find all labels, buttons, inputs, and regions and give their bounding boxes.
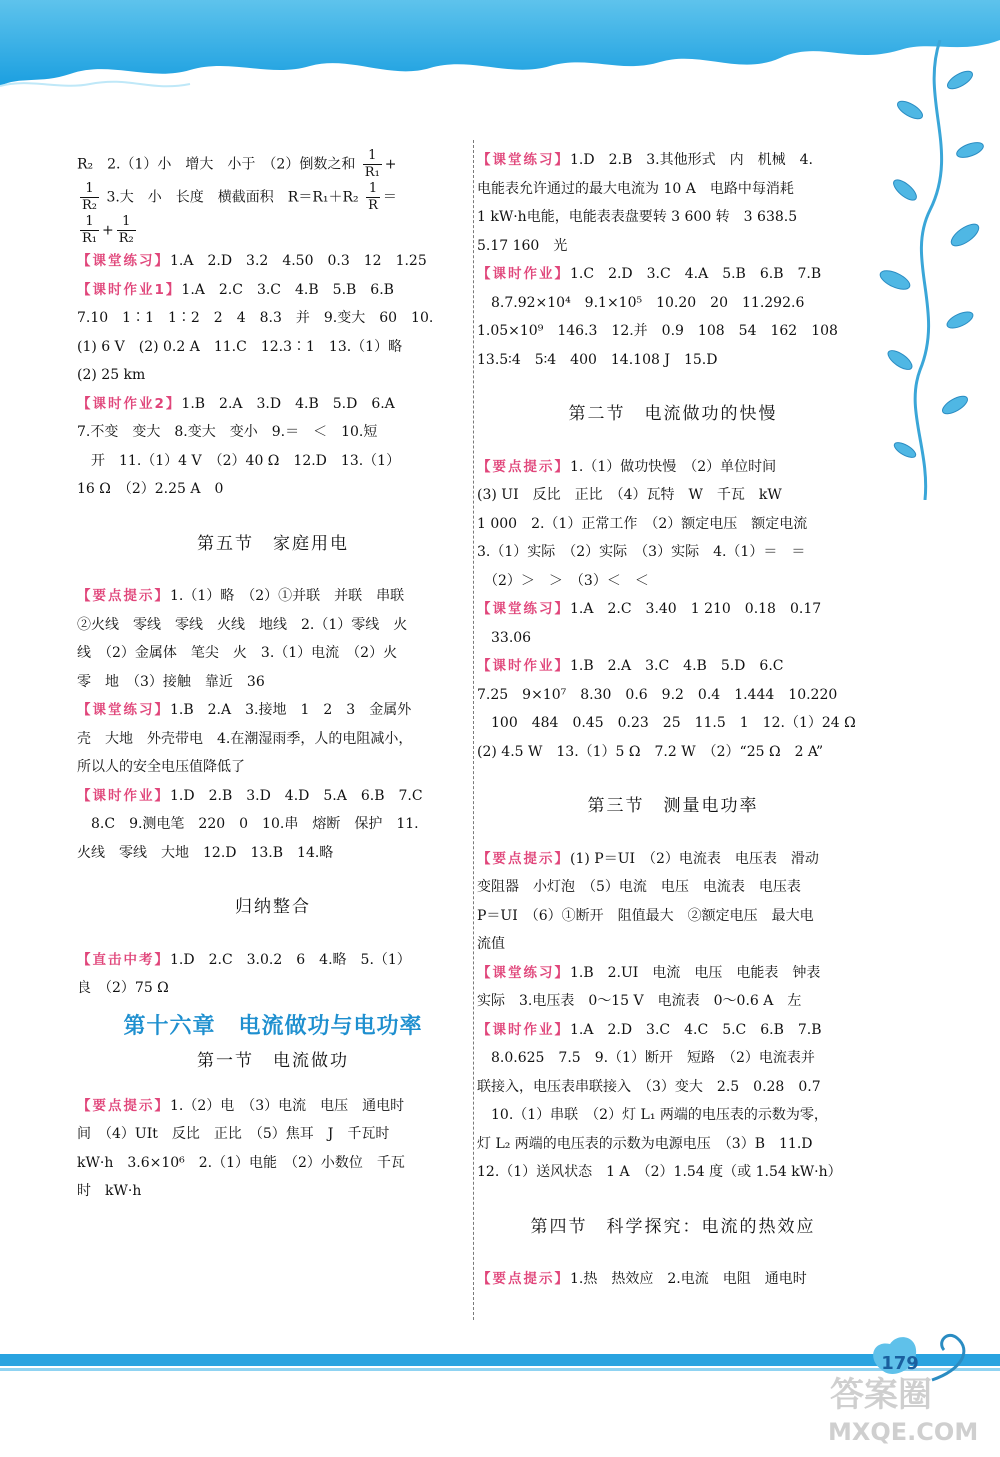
section-tag: 【直击中考】 [77, 951, 170, 968]
answer-text: 开 11.（1）4 V （2）40 Ω 12.D 13.（1） [77, 452, 401, 469]
section-title: 第一节 电流做功 [197, 1051, 349, 1071]
answer-text: 火线 零线 大地 12.D 13.B 14.略 [77, 844, 334, 861]
answer-line [77, 1177, 469, 1206]
answer-line [477, 1265, 869, 1294]
answer-text: 12.（1）送风状态 1 A （2）1.54 度（或 1.54 kW·h） [477, 1164, 842, 1180]
numerator: 1 [363, 148, 382, 165]
answer-line [77, 974, 469, 1003]
denominator: R₂ [118, 231, 134, 246]
answer-text: 1.B 2.A 3.C 4.B 5.D 6.C [570, 658, 784, 674]
answer-text: 1.B 2.A 3.接地 1 2 3 金属外 [170, 702, 412, 718]
answer-blocks [77, 1092, 469, 1206]
section-tag: 【课堂练习】 [77, 253, 170, 269]
page-number: 179 [881, 1352, 919, 1374]
answer-text: 1.05×10⁹ 146.3 12.并 0.9 108 54 162 108 [477, 323, 838, 339]
answer-line [77, 390, 469, 419]
formula-text: + [384, 156, 397, 173]
answer-line [477, 453, 869, 482]
answer-line [77, 447, 469, 476]
answer-text: 7.10 1∶1 1∶2 2 4 8.3 并 9.变大 60 10. [77, 310, 434, 326]
answer-text: 1 kW·h电能，电能表表盘要转 3 600 转 3 638.5 [477, 209, 798, 225]
answer-text: kW·h 3.6×10⁶ 2.（1）电能 （2）小数位 千瓦 [77, 1154, 405, 1171]
fraction [80, 181, 99, 214]
answer-line [77, 475, 469, 504]
section-title: 归纳整合 [235, 897, 311, 917]
answer-text: (2) 25 km [77, 367, 146, 383]
fraction [117, 214, 136, 247]
watermark-bottom: MXQE.COM [828, 1418, 979, 1446]
answer-text: 8.7.92×10⁴ 9.1×10⁵ 10.20 20 11.292.6 [477, 294, 805, 311]
numerator: 1 [80, 214, 99, 231]
formula-text: 3.大 小 长度 横截面积 R＝R₁＋R₂ [106, 189, 359, 206]
section-tag: 【课堂练习】 [77, 702, 170, 718]
answer-line [77, 611, 469, 640]
answer-text: (2) 4.5 W 13.（1）5 Ω 7.2 W （2）“25 Ω 2 A” [477, 743, 824, 760]
answer-blocks [77, 247, 469, 504]
formula-text: + [102, 222, 114, 239]
section-tag: 【要点提示】 [477, 458, 570, 475]
answer-line [477, 317, 869, 346]
answer-line [77, 696, 469, 725]
answer-text: 8.0.625 7.5 9.（1）断开 短路 （2）电流表并 [477, 1050, 815, 1066]
answer-line [477, 595, 869, 624]
answer-line [477, 987, 869, 1016]
chapter-title: 第十六章 电流做功与电功率 [123, 1013, 423, 1039]
answer-line [77, 418, 469, 447]
answer-line [77, 725, 469, 754]
section-tag: 【要点提示】 [77, 1097, 170, 1114]
answer-line [477, 652, 869, 681]
answer-line [477, 873, 869, 902]
answer-line [77, 1120, 469, 1149]
section-tag: 【课时作业】 [477, 658, 570, 674]
column-divider [473, 140, 474, 1320]
answer-line [477, 624, 869, 653]
answer-line [477, 1130, 869, 1159]
section-tag: 【课时作业2】 [77, 395, 182, 412]
answer-text: 7.不变 变大 8.变大 变小 9.＝ ＜ 10.短 [77, 424, 378, 440]
section-tag: 【课时作业】 [477, 1021, 570, 1038]
denominator: R₂ [82, 198, 97, 213]
answer-text: 变阻器 小灯泡 （5）电流 电压 电流表 电压表 [477, 879, 801, 895]
section-tag: 【要点提示】 [477, 1271, 570, 1287]
answer-text: 时 kW·h [77, 1183, 142, 1199]
section-tag: 【课堂练习】 [477, 601, 570, 617]
section-tag: 【要点提示】 [77, 588, 170, 604]
answer-line [77, 639, 469, 668]
answer-line [477, 930, 869, 959]
section-title: 第五节 家庭用电 [197, 533, 349, 554]
answer-line [77, 668, 469, 697]
answer-line [477, 1016, 869, 1045]
answer-line [477, 1044, 869, 1073]
answer-text: 13.5∶4 5∶4 400 14.108 J 15.D [477, 351, 718, 368]
numerator: 1 [366, 181, 380, 198]
numerator: 1 [117, 214, 136, 231]
answer-line [77, 333, 469, 362]
answer-line [77, 810, 469, 839]
section-tag: 【课时作业】 [77, 787, 170, 804]
answer-line [477, 681, 869, 710]
answer-text: 3.（1）实际 （2）实际 （3）实际 4.（1）＝ ＝ [477, 544, 806, 560]
answer-line [477, 902, 869, 931]
answer-line [77, 582, 469, 611]
answer-text: (1) 6 V (2) 0.2 A 11.C 12.3∶1 13.（1）略 [77, 338, 403, 355]
answer-text: 1.D 2.C 3.0.2 6 4.略 5.（1） [170, 951, 411, 968]
answer-text: 1.热 热效应 2.电流 电阻 通电时 [570, 1271, 807, 1287]
fraction [80, 214, 99, 247]
answer-blocks [77, 946, 469, 1003]
answer-text: 所以人的安全电压值降低了 [77, 759, 245, 775]
answer-text: 16 Ω （2）2.25 A 0 [77, 481, 224, 497]
answer-text: (3) UI 反比 正比 （4）瓦特 W 千瓦 kW [477, 487, 782, 503]
answer-line [477, 232, 869, 261]
right-column [477, 146, 869, 1294]
answer-line [477, 289, 869, 318]
denominator: R₁ [82, 231, 97, 246]
answer-text: （2）＞ ＞ （3）＜ ＜ [477, 572, 649, 589]
formula-line-2 [77, 181, 469, 214]
answer-line [77, 946, 469, 975]
answer-text: 1 000 2.（1）正常工作 （2）额定电压 额定电流 [477, 515, 808, 532]
answer-line [477, 567, 869, 596]
section-title: 第四节 科学探究：电流的热效应 [530, 1216, 816, 1237]
answer-text: 5.17 160 光 [477, 237, 568, 254]
answer-line [477, 959, 869, 988]
answer-line [477, 738, 869, 767]
answer-text: 1.A 2.C 3.C 4.B 5.B 6.B [181, 281, 394, 298]
answer-text: 100 484 0.45 0.23 25 11.5 1 12.（1）24 Ω [477, 715, 856, 731]
answer-text: 1.A 2.D 3.2 4.50 0.3 12 1.25 [170, 253, 427, 269]
answer-line [477, 538, 869, 567]
formula-line-3 [77, 214, 469, 247]
answer-text: 7.25 9×10⁷ 8.30 0.6 9.2 0.4 1.444 10.220 [477, 686, 838, 703]
answer-text: 1.C 2.D 3.C 4.A 5.B 6.B 7.B [570, 266, 822, 282]
answer-text: 1.D 2.B 3.D 4.D 5.A 6.B 7.C [170, 787, 423, 804]
answer-text: 1.B 2.A 3.D 4.B 5.D 6.A [181, 395, 395, 412]
answer-text: 1.A 2.C 3.40 1 210 0.18 0.17 [570, 601, 822, 617]
answer-text: 联接入，电压表串联接入 （3）变大 2.5 0.28 0.7 [477, 1078, 821, 1095]
answer-line [77, 839, 469, 868]
answer-blocks [477, 146, 869, 374]
answer-line [477, 146, 869, 175]
answer-text: 8.C 9.测电笔 220 0 10.串 熔断 保护 11. [77, 816, 419, 832]
answer-text: 1.（1）略 （2）①并联 并联 串联 [170, 588, 405, 604]
answer-line [477, 203, 869, 232]
answer-line [77, 247, 469, 276]
section-tag: 【课堂练习】 [477, 152, 570, 168]
answer-line [477, 845, 869, 874]
answer-text: ②火线 零线 零线 火线 地线 2.（1）零线 火 [77, 616, 408, 633]
section-tag: 【课时作业】 [477, 266, 570, 282]
answer-text: 1.（2）电 （3）电流 电压 通电时 [170, 1097, 405, 1114]
vine-decoration [850, 40, 1000, 500]
numerator: 1 [80, 181, 99, 198]
answer-blocks [77, 582, 469, 867]
answer-line [477, 1073, 869, 1102]
denominator: R₁ [364, 165, 380, 180]
formula-text: ＝ [382, 189, 397, 206]
answer-text: 良 （2）75 Ω [77, 980, 169, 996]
answer-line [77, 753, 469, 782]
section-tag: 【课时作业1】 [77, 281, 182, 298]
answer-line [77, 1092, 469, 1121]
section-tag: 【课堂练习】 [477, 964, 570, 981]
answer-text: P＝UI （6）①断开 阻值最大 ②额定电压 最大电 [477, 907, 814, 924]
answer-blocks [477, 1265, 869, 1294]
answer-text: 线 （2）金属体 笔尖 火 3.（1）电流 （2）火 [77, 645, 398, 661]
answer-text: 实际 3.电压表 0～15 V 电流表 0～0.6 A 左 [477, 993, 802, 1009]
answer-line [77, 782, 469, 811]
fraction [366, 181, 380, 214]
left-column [77, 148, 469, 1206]
answer-text: 1.A 2.D 3.C 4.C 5.C 6.B 7.B [570, 1021, 822, 1038]
answer-blocks [477, 845, 869, 1187]
answer-line [77, 1149, 469, 1178]
watermark-logo [820, 1368, 1000, 1448]
answer-line [477, 346, 869, 375]
answer-text: (1) P＝UI （2）电流表 电压表 滑动 [570, 850, 819, 867]
answer-text: 零 地 （3）接触 靠近 36 [77, 673, 265, 690]
answer-line [77, 304, 469, 333]
answer-text: 壳 大地 外壳带电 4.在潮湿雨季，人的电阻减小， [77, 730, 413, 747]
answer-line [477, 481, 869, 510]
answer-line [77, 361, 469, 390]
answer-line [477, 1101, 869, 1130]
denominator: R [368, 198, 378, 213]
section-title: 第三节 测量电功率 [587, 796, 759, 816]
answer-line [77, 276, 469, 305]
answer-text: 33.06 [477, 629, 532, 646]
answer-line [477, 260, 869, 289]
fraction [363, 148, 382, 181]
answer-line [477, 175, 869, 204]
answer-text: 1.（1）做功快慢 （2）单位时间 [570, 458, 777, 475]
answer-text: 1.D 2.B 3.其他形式 内 机械 4. [570, 152, 813, 168]
answer-text: 10.（1）串联 （2）灯 L₁ 两端的电压表的示数为零， [477, 1107, 828, 1123]
answer-text: 灯 L₂ 两端的电压表的示数为电源电压 （3）B 11.D [477, 1135, 813, 1152]
section-title: 第二节 电流做功的快慢 [568, 404, 778, 424]
answer-text: 流值 [477, 936, 505, 952]
formula-text: R₂ 2.（1）小 增大 小于 （2）倒数之和 [77, 156, 356, 173]
watermark-top: 答案圈 [830, 1375, 932, 1415]
answer-line [477, 1158, 869, 1187]
answer-line [477, 709, 869, 738]
section-tag: 【要点提示】 [477, 850, 570, 867]
answer-text: 间 （4）UIt 反比 正比 （5）焦耳 J 千瓦时 [77, 1126, 390, 1142]
answer-text: 1.B 2.UI 电流 电压 电能表 钟表 [570, 964, 821, 981]
answer-blocks [477, 453, 869, 767]
answer-text: 电能表允许通过的最大电流为 10 A 电路中每消耗 [477, 180, 794, 197]
answer-line [477, 510, 869, 539]
formula-line-1 [77, 148, 469, 181]
